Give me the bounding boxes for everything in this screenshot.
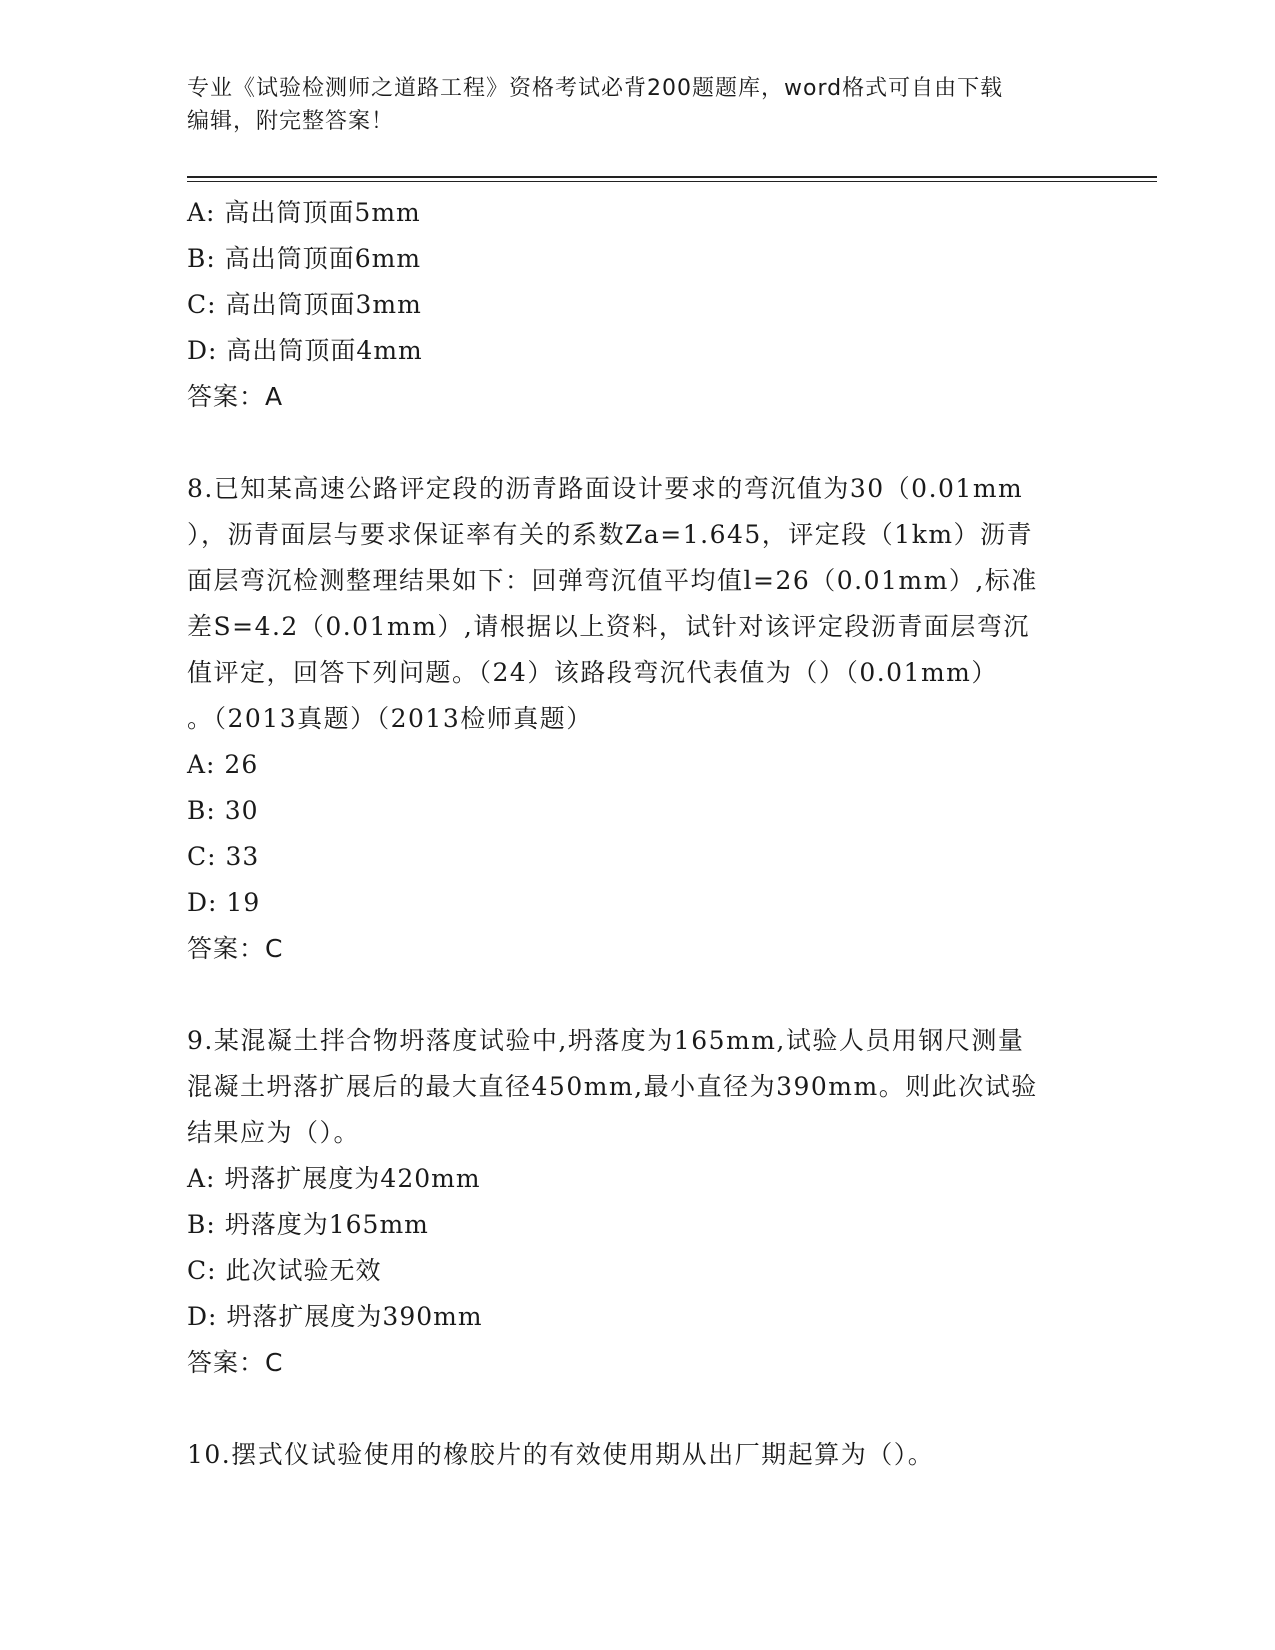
question-7	[187, 190, 1087, 420]
option-a: A: 高出筒顶面5mm	[187, 198, 421, 227]
question-line: 。（2013真题）（2013检师真题）	[187, 704, 593, 733]
question-9	[187, 1018, 1087, 1386]
header-rule-thin	[187, 181, 1157, 182]
option-a: A: 坍落扩展度为420mm	[187, 1164, 481, 1193]
spacer	[187, 1386, 1087, 1432]
question-line: 差S=4.2（0.01mm）,请根据以上资料，试针对该评定段沥青面层弯沉	[187, 612, 1030, 641]
question-line: 面层弯沉检测整理结果如下：回弹弯沉值平均值l=26（0.01mm）,标准	[187, 566, 1038, 595]
option-a: A: 26	[187, 750, 259, 779]
option-b: B: 30	[187, 796, 259, 825]
option-d: D: 19	[187, 888, 261, 917]
document-header	[187, 72, 1077, 138]
question-line: 9.某混凝土拌合物坍落度试验中,坍落度为165mm,试验人员用钢尺测量	[187, 1026, 1025, 1055]
option-d: D: 高出筒顶面4mm	[187, 336, 423, 365]
question-line: ），沥青面层与要求保证率有关的系数Za=1.645，评定段（1km）沥青	[187, 520, 1034, 549]
question-line: 结果应为（）。	[187, 1118, 361, 1147]
answer: 答案：C	[187, 934, 284, 963]
question-text	[187, 466, 1067, 742]
spacer	[187, 420, 1087, 466]
option-b: B: 坍落度为165mm	[187, 1210, 429, 1239]
option-d: D: 坍落扩展度为390mm	[187, 1302, 483, 1331]
question-text	[187, 1432, 1067, 1478]
question-line: 8.已知某高速公路评定段的沥青路面设计要求的弯沉值为30（0.01mm	[187, 474, 1024, 503]
option-c: C: 高出筒顶面3mm	[187, 290, 422, 319]
answer: 答案：C	[187, 1348, 284, 1377]
question-8	[187, 466, 1087, 972]
question-line: 值评定，回答下列问题。（24）该路段弯沉代表值为（）（0.01mm）	[187, 658, 998, 687]
header-title-line-1: 专业《试验检测师之道路工程》资格考试必背200题题库，word格式可自由下载	[187, 76, 1004, 101]
header-title-line-2: 编辑，附完整答案！	[187, 109, 395, 134]
question-text	[187, 1018, 1067, 1156]
answer: 答案：A	[187, 382, 284, 411]
header-rule-thick	[187, 176, 1157, 178]
question-line: 混凝土坍落扩展后的最大直径450mm,最小直径为390mm。则此次试验	[187, 1072, 1038, 1101]
option-b: B: 高出筒顶面6mm	[187, 244, 422, 273]
question-line: 10.摆式仪试验使用的橡胶片的有效使用期从出厂期起算为（）。	[187, 1440, 935, 1469]
option-c: C: 33	[187, 842, 260, 871]
question-10	[187, 1432, 1087, 1478]
option-c: C: 此次试验无效	[187, 1256, 382, 1285]
spacer	[187, 972, 1087, 1018]
document-content	[187, 190, 1087, 1478]
